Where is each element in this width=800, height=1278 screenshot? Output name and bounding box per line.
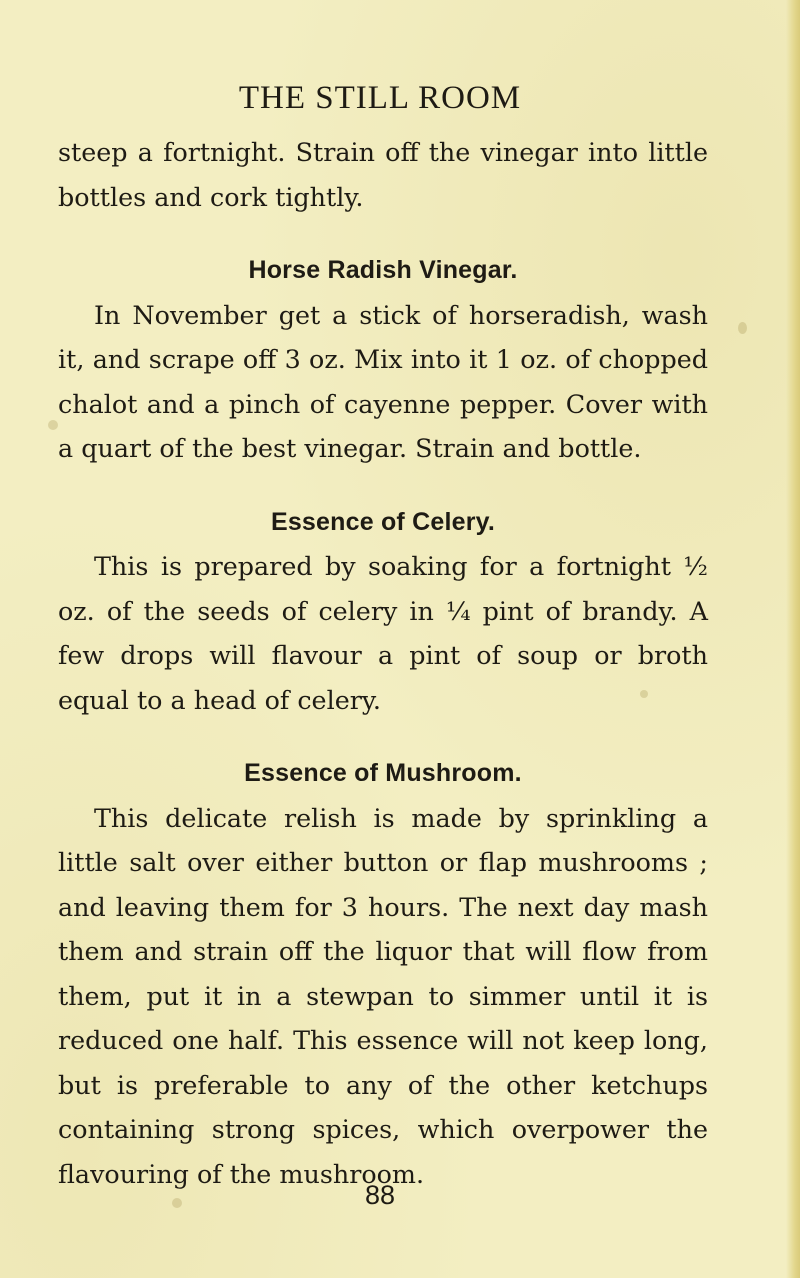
section-paragraph: In November get a stick of horseradish, wash it, and scrape off 3 oz. Mix into it 1 oz. of chopped chalot and a pinch of cayenne pepper. Cover with a quart of the best vinegar. Strain and bottle.	[58, 299, 708, 463]
section-heading: Essence of Celery.	[270, 507, 496, 536]
page-body	[58, 130, 708, 1196]
section-heading: Horse Radish Vinegar.	[248, 256, 518, 284]
section-essence-of-celery	[58, 500, 708, 723]
section-horse-radish-vinegar	[58, 248, 708, 471]
section-paragraph: This is prepared by soaking for a fortnight ½ oz. of the seeds of celery in ¼ pint of brandy. A few drops will flavour a pint of soup or broth equal to a head of celery.	[58, 551, 708, 715]
section-paragraph: This delicate relish is made by sprinkling a little salt over either button or flap mushrooms ; and leaving them for 3 hours. The next day mash them and strain off the liquor that will flow from them, put it in a stewpan to simmer until it is reduced one half. This essence will not keep long, but is preferable to any of the other ketchups containing strong spices, which overpower the flavouring of the mushroom.	[58, 802, 708, 1189]
page-number: 88	[364, 1180, 396, 1210]
page-edge-shadow	[786, 0, 800, 1278]
section-essence-of-mushroom	[58, 751, 708, 1196]
continuation-paragraph: steep a fortnight. Strain off the vinegar into little bottles and cork tightly.	[58, 137, 708, 212]
running-head: THE STILL ROOM	[238, 80, 522, 116]
paper-spot	[48, 420, 58, 430]
paper-spot	[738, 322, 747, 334]
section-heading: Essence of Mushroom.	[244, 759, 522, 787]
